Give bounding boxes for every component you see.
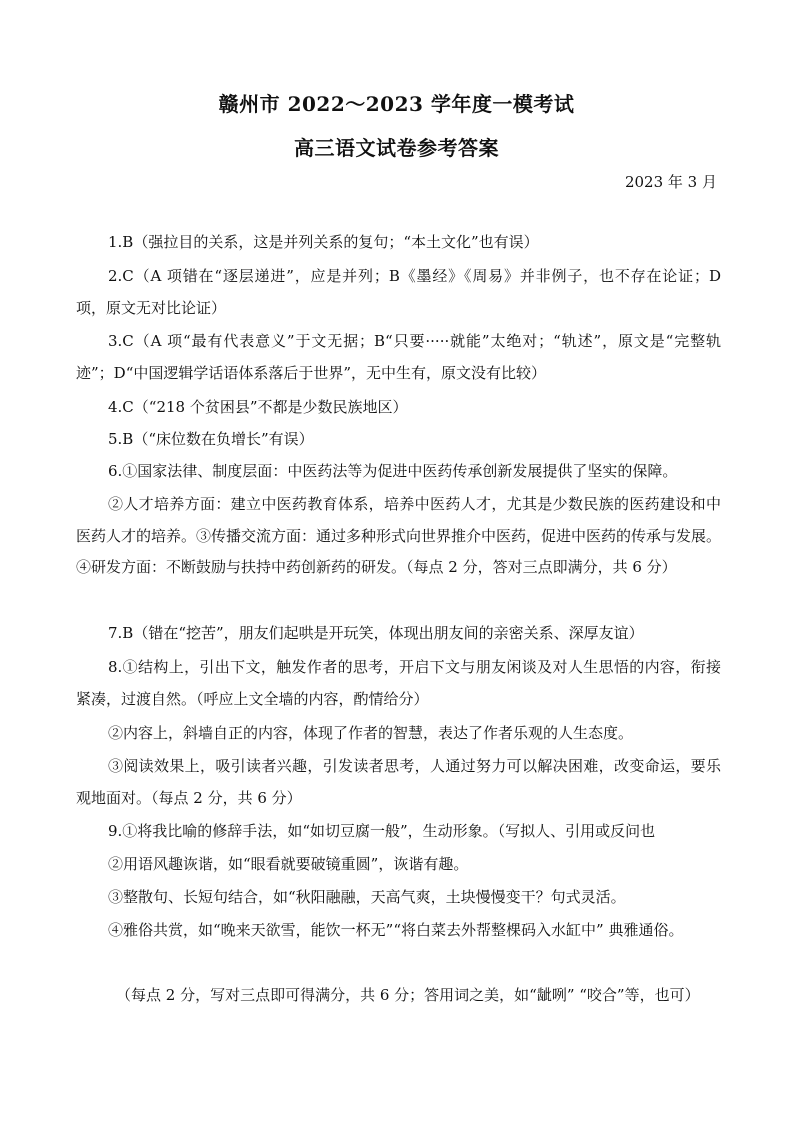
answer-8-point-3: ③阅读效果上，吸引读者兴趣，引发读者思考，人通过努力可以解决困难，改变命运，要乐观地面对。（每点 2 分，共 6 分） [76,757,721,807]
document-date: 2023 年 3 月 [624,173,717,191]
answer-5: 5.B（“床位数在负增长”有误） [108,430,314,448]
answer-8-point-2: ②内容上，斜墙自正的内容，体现了作者的智慧，表达了作者乐观的人生态度。 [108,724,634,742]
document-title: 赣州市 2022～2023 学年度一模考试 [218,92,575,116]
answer-6-point-1: 6.①国家法律、制度层面：中医药法等为促进中医药传承创新发展提供了坚实的保障。 [108,462,678,480]
answer-1: 1.B（强拉目的关系，这是并列关系的复句；“本土文化”也有误） [108,233,539,251]
answer-8-point-1: 8.①结构上，引出下文，触发作者的思考，开启下文与朋友闲谈及对人生思悟的内容，衔接紧凑，过渡自然。（呼应上文全墙的内容，酌情给分） [76,658,721,708]
answer-9-point-2: ②用语风趣诙谐，如“眼看就要破镜重圆”，诙谐有趣。 [108,855,469,873]
answer-2: 2.C（A 项错在“逐层递进”，应是并列；B《墨经》《周易》并非例子，也不存在论证；D 项，原文无对比论证） [76,267,721,317]
answer-3: 3.C（A 项“最有代表意义”于文无据；B“只要·····就能”太绝对；“轨述”，原文是“完整轨迹”；D“中国逻辑学话语体系落后于世界”，无中生有，原文没有比较） [76,332,721,382]
answer-7: 7.B（错在“挖苦”，朋友们起哄是开玩笑，体现出朋友间的亲密关系、深厚友谊） [108,624,644,642]
answer-9-point-3: ③整散句、长短句结合，如“秋阳融融，天高气爽，土块慢慢变干？句式灵活。 [108,888,626,906]
answer-6-points-2-4: ②人才培养方面：建立中医药教育体系，培养中医药人才，尤其是少数民族的医药建设和中医药人才的培养。③传播交流方面：通过多种形式向世界推介中医药，促进中医药的传承与发展。④研发方面：不断鼓励与扶持中药创新药的研发。（每点 2 分，答对三点即满分，共 6 分） [76,495,722,576]
answer-4: 4.C（“218 个贫困县”不都是少数民族地区） [108,398,408,416]
answer-9-point-4: ④雅俗共赏，如“晚来天欲雪，能饮一杯无”“将白菜去外帮整棵码入水缸中” 典雅通俗。 [108,921,684,939]
answer-9-scoring-note: （每点 2 分，写对三点即可得满分，共 6 分；答用词之美，如“龇咧” “咬合”等，也可） [116,986,700,1004]
answer-9-point-1: 9.①将我比喻的修辞手法，如“如切豆腐一般”，生动形象。（写拟人、引用或反问也 [108,822,656,840]
document-subtitle: 高三语文试卷参考答案 [294,136,499,160]
